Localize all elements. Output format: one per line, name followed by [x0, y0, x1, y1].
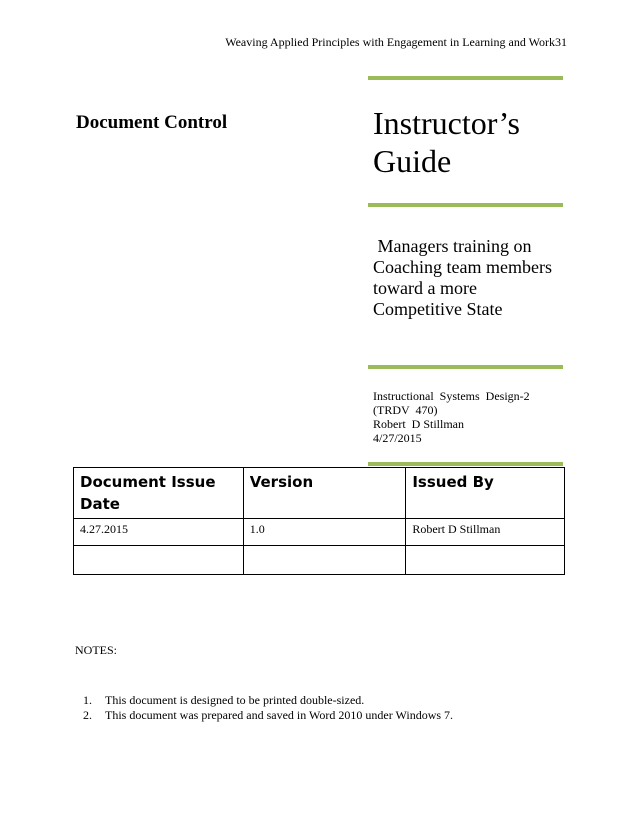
document-control-title: Document Control: [76, 112, 228, 133]
list-text: This document is designed to be printed double-sized.: [105, 693, 365, 707]
table-cell: [406, 546, 565, 575]
table-cell: 1.0: [243, 519, 406, 546]
table-header-row: [74, 468, 565, 519]
divider-rule: [368, 203, 563, 207]
table-row: [74, 519, 565, 546]
list-item: [75, 693, 453, 708]
list-item: [75, 708, 453, 723]
column-header: Document Issue Date: [74, 468, 244, 519]
notes-label: NOTES:: [75, 643, 117, 657]
page-header: Weaving Applied Principles with Engagement in Learning and Work31: [225, 35, 567, 49]
list-number: 2.: [83, 708, 92, 722]
course-info-line: Instructional Systems Design-2: [373, 389, 530, 403]
course-info-line: (TRDV 470): [373, 403, 438, 417]
guide-title: Instructor’s Guide: [373, 105, 520, 179]
author-name: Robert D Stillman: [373, 417, 464, 431]
table-cell: [74, 546, 244, 575]
document-control-table: [73, 467, 565, 575]
document-date: 4/27/2015: [373, 431, 422, 445]
list-number: 1.: [83, 693, 92, 707]
table-cell: 4.27.2015: [74, 519, 244, 546]
table-row: [74, 546, 565, 575]
column-header: Version: [243, 468, 406, 519]
column-header: Issued By: [406, 468, 565, 519]
table-cell: Robert D Stillman: [406, 519, 565, 546]
divider-rule: [368, 365, 563, 369]
guide-subtitle: Managers training on Coaching team members toward a more Competitive State: [373, 236, 557, 319]
divider-rule: [368, 76, 563, 80]
notes-list: [75, 693, 453, 723]
table-cell: [243, 546, 406, 575]
list-text: This document was prepared and saved in Word 2010 under Windows 7.: [105, 708, 454, 722]
course-info: [373, 389, 563, 445]
divider-rule: [368, 462, 563, 466]
